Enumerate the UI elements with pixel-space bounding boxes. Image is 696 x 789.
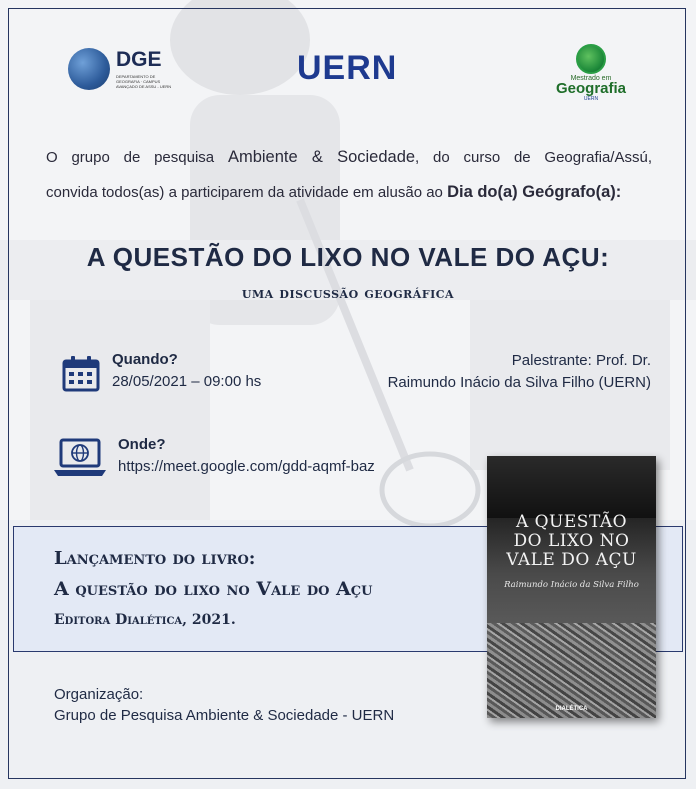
cover-trees xyxy=(487,456,656,518)
event-title: A QUESTÃO DO LIXO NO VALE DO AÇU: xyxy=(86,242,610,272)
book-title: A questão do lixo no Vale do Açu xyxy=(54,578,373,600)
organization-label: Organização: xyxy=(54,686,144,703)
earth-logo-icon xyxy=(576,44,606,74)
geo-logo-tiny: UERN xyxy=(583,96,599,102)
where-label: Onde? xyxy=(118,436,166,453)
dge-logo-subtext: DEPARTAMENTO DE GEOGRAFIA · CAMPUS AVANÇADO DE ASSU - UERN xyxy=(116,74,172,89)
dge-logo xyxy=(68,46,178,92)
cover-publisher: DIALÉTICA xyxy=(555,706,588,712)
meeting-link[interactable]: https://meet.google.com/gdd-aqmf-baz xyxy=(118,458,375,475)
event-subtitle: uma discussão geográfica xyxy=(241,284,455,302)
laptop-globe-icon xyxy=(52,438,108,478)
calendar-icon xyxy=(62,356,100,392)
geo-logo-small: Mestrado em xyxy=(570,75,612,82)
globe-logo-icon xyxy=(68,48,110,90)
speaker-name: Raimundo Inácio da Silva Filho (UERN) xyxy=(387,374,651,391)
cover-title: A QUESTÃO DO LIXO NO VALE DO AÇU xyxy=(506,512,637,570)
cover-author: Raimundo Inácio da Silva Filho xyxy=(504,580,639,590)
dge-logo-text: DGE xyxy=(116,48,162,71)
cover-trash-image xyxy=(487,623,656,718)
geo-logo-big: Geografia xyxy=(555,80,627,97)
book-launch-heading: Lançamento do livro: xyxy=(54,548,256,569)
event-occasion: Dia do(a) Geógrafo(a): xyxy=(447,183,622,201)
intro-line-1: O grupo de pesquisa Ambiente & Sociedade, do curso de Geografia/Assú, xyxy=(46,148,652,166)
intro-line-2: convida todos(as) a participarem da atividade em alusão ao Dia do(a) Geógrafo(a): xyxy=(46,183,622,201)
research-group-name: Ambiente & Sociedade xyxy=(227,148,416,166)
organization-name: Grupo de Pesquisa Ambiente & Sociedade - UERN xyxy=(54,707,395,724)
book-cover xyxy=(487,456,656,718)
event-datetime: 28/05/2021 – 09:00 hs xyxy=(112,373,262,390)
speaker-title: Palestrante: Prof. Dr. xyxy=(511,352,651,369)
when-label: Quando? xyxy=(112,351,178,368)
geografia-logo xyxy=(551,44,631,100)
uern-logo: UERN xyxy=(297,49,398,87)
book-publisher: Editora Dialética, 2021. xyxy=(54,612,236,628)
